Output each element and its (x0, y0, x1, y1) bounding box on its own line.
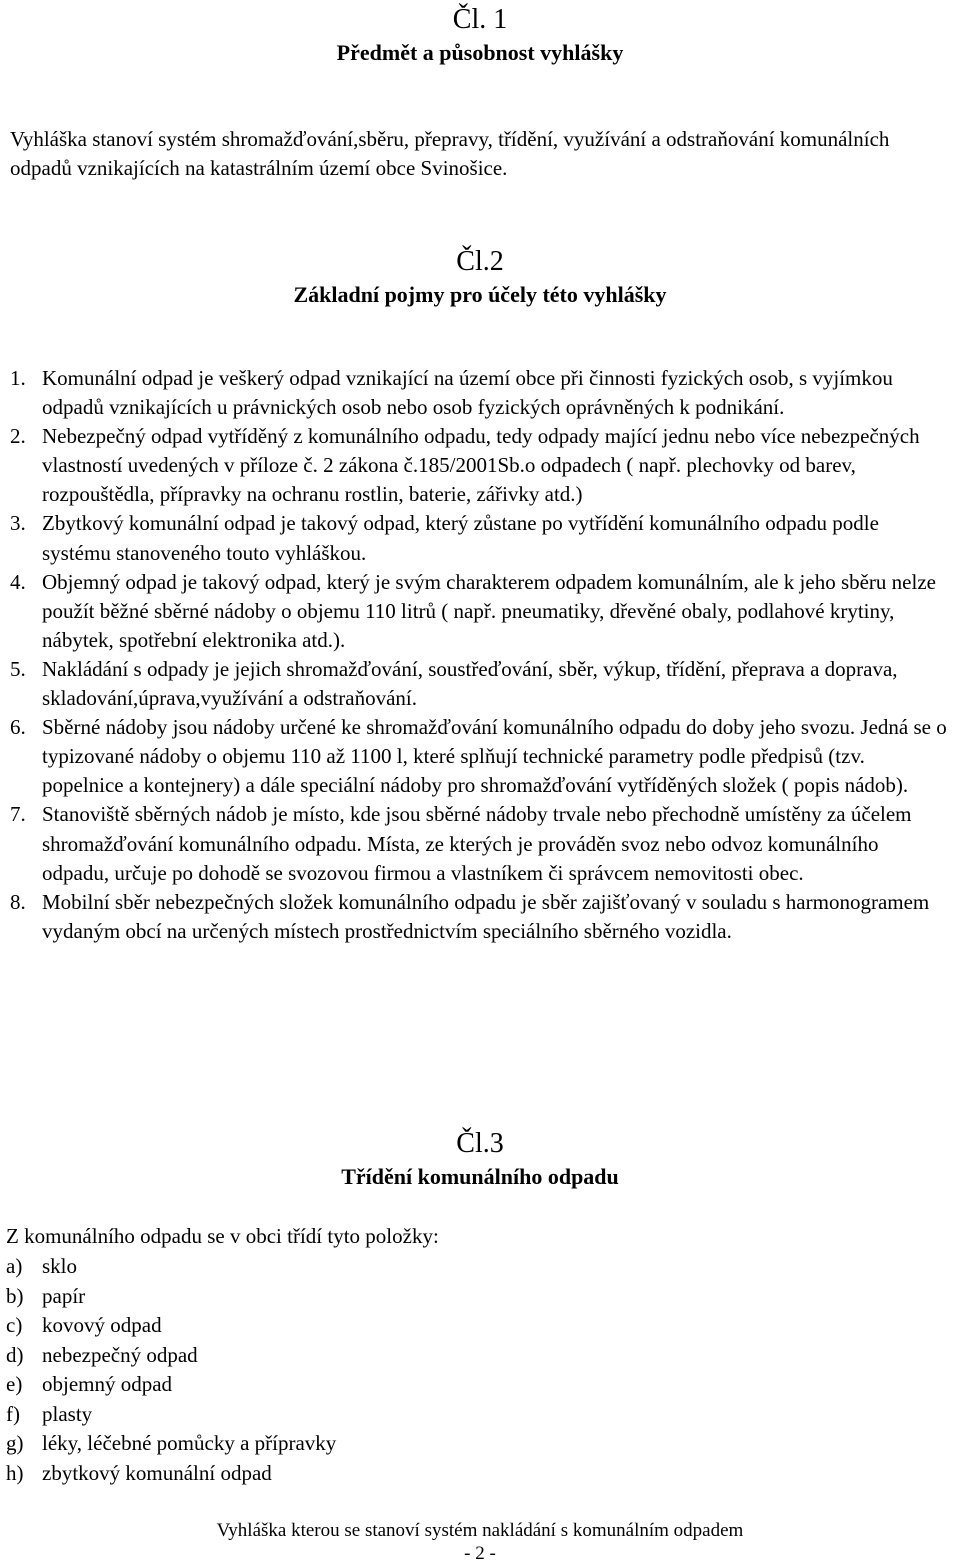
item-text: kovový odpad (42, 1313, 162, 1337)
item-letter: g) (6, 1431, 24, 1455)
item-letter: f) (6, 1401, 20, 1426)
item-letter: e) (6, 1372, 23, 1396)
definition-item (10, 888, 950, 946)
sorted-item (6, 1311, 336, 1341)
section1-number: Čl. 1 (452, 4, 508, 35)
item-number: 4. (10, 569, 26, 594)
section1-title: Předmět a působnost vyhlášky (336, 40, 624, 65)
item-text: Komunální odpad je veškerý odpad vznikající na území obce při činnosti fyzických osob, s vyjímkou odpadů vznikajících u právnických osob nebo osob fyzických oprávněných k podnikání. (42, 366, 893, 420)
sorted-item (6, 1370, 336, 1400)
item-letter: d) (6, 1342, 24, 1367)
item-number: 5. (10, 656, 26, 681)
section1-text: Vyhláška stanoví systém shromažďování,sběru, přepravy, třídění, využívání a odstraňování komunálních odpadů vznikajících na katastrálním území obce Svinošice. (10, 127, 890, 180)
item-text: Nakládání s odpady je jejich shromažďování, soustřeďování, sběr, výkup, třídění, přeprava a doprava, skladování,úprava,využívání a odstraňování. (42, 656, 898, 711)
definition-item (10, 655, 950, 713)
item-number: 6. (10, 715, 26, 740)
definition-item (10, 713, 950, 800)
item-text: objemný odpad (42, 1372, 173, 1396)
definition-item (10, 364, 950, 422)
definition-item (10, 422, 950, 509)
sorted-item (6, 1400, 336, 1430)
section3-title: Třídění komunálního odpadu (341, 1164, 619, 1189)
page-number: - 2 - (464, 1543, 496, 1564)
item-text: Stanoviště sběrných nádob je místo, kde jsou sběrné nádoby trvale nebo přechodně umístěny za účelem shromažďování komunálního odpadu. Místa, ze kterých je prováděn svoz nebo odvoz komunálního odpadu, určuje po dohodě se svozovou firmou a vlastníkem či správcem nemovitosti obec. (42, 802, 912, 885)
sorted-items-list (6, 1252, 336, 1488)
section2-number: Čl.2 (456, 246, 504, 277)
item-letter: c) (6, 1313, 23, 1337)
item-letter: a) (6, 1254, 23, 1278)
item-text: zbytkový komunální odpad (42, 1460, 272, 1485)
section3-number: Čl.3 (456, 1128, 504, 1159)
item-text: plasty (42, 1401, 93, 1426)
sorted-item (6, 1429, 336, 1459)
sorted-item (6, 1459, 336, 1489)
item-text: nebezpečný odpad (42, 1342, 198, 1367)
item-letter: b) (6, 1283, 24, 1308)
definition-item (10, 800, 950, 887)
section3-intro: Z komunálního odpadu se v obci třídí tyto položky: (6, 1224, 439, 1248)
definition-item (10, 568, 950, 655)
item-text: papír (42, 1283, 86, 1308)
item-text: Sběrné nádoby jsou nádoby určené ke shromažďování komunálního odpadu do doby jeho svozu. Jedná se o typizované nádoby o objemu 110 až 1100 l, které splňují technické parametry podle předpisů (tzv. popelnice a kontejnery) a dále speciální nádoby pro shromažďování vytříděných složek ( popis nádob). (42, 715, 947, 798)
item-number: 3. (10, 511, 26, 536)
item-letter: h) (6, 1460, 24, 1485)
item-number: 8. (10, 889, 26, 914)
footer-text: Vyhláška kterou se stanoví systém nakládání s komunálním odpadem (216, 1520, 744, 1541)
item-text: Objemný odpad je takový odpad, který je svým charakterem odpadem komunálním, ale k jeho sběru nelze použít běžné sběrné nádoby o objemu 110 litrů ( např. pneumatiky, dřevěné obaly, podlahové krytiny, nábytek, spotřební elektronika atd.). (42, 569, 936, 652)
item-number: 2. (10, 424, 26, 449)
item-text: léky, léčebné pomůcky a přípravky (42, 1431, 337, 1455)
item-text: sklo (42, 1254, 78, 1278)
definition-item (10, 509, 950, 567)
item-text: Nebezpečný odpad vytříděný z komunálního odpadu, tedy odpady mající jednu nebo více nebezpečných vlastností uvedených v příloze č. 2 zákona č.185/2001Sb.o odpadech ( např. plechovky od barev, rozpouštědla, přípravky na ochranu rostlin, baterie, zářivky atd.) (42, 424, 920, 507)
item-number: 1. (10, 366, 26, 390)
sorted-item (6, 1282, 336, 1312)
sorted-item (6, 1341, 336, 1371)
item-text: Mobilní sběr nebezpečných složek komunálního odpadu je sběr zajišťovaný v souladu s harmonogramem vydaným obcí na určených místech prostřednictvím speciálního sběrného vozidla. (42, 889, 930, 943)
section2-title: Základní pojmy pro účely této vyhlášky (293, 282, 667, 307)
item-number: 7. (10, 802, 26, 827)
sorted-item (6, 1252, 336, 1282)
item-text: Zbytkový komunální odpad je takový odpad, který zůstane po vytřídění komunálního odpadu podle systému stanoveného touto vyhláškou. (42, 511, 879, 565)
definitions-list (10, 364, 950, 946)
